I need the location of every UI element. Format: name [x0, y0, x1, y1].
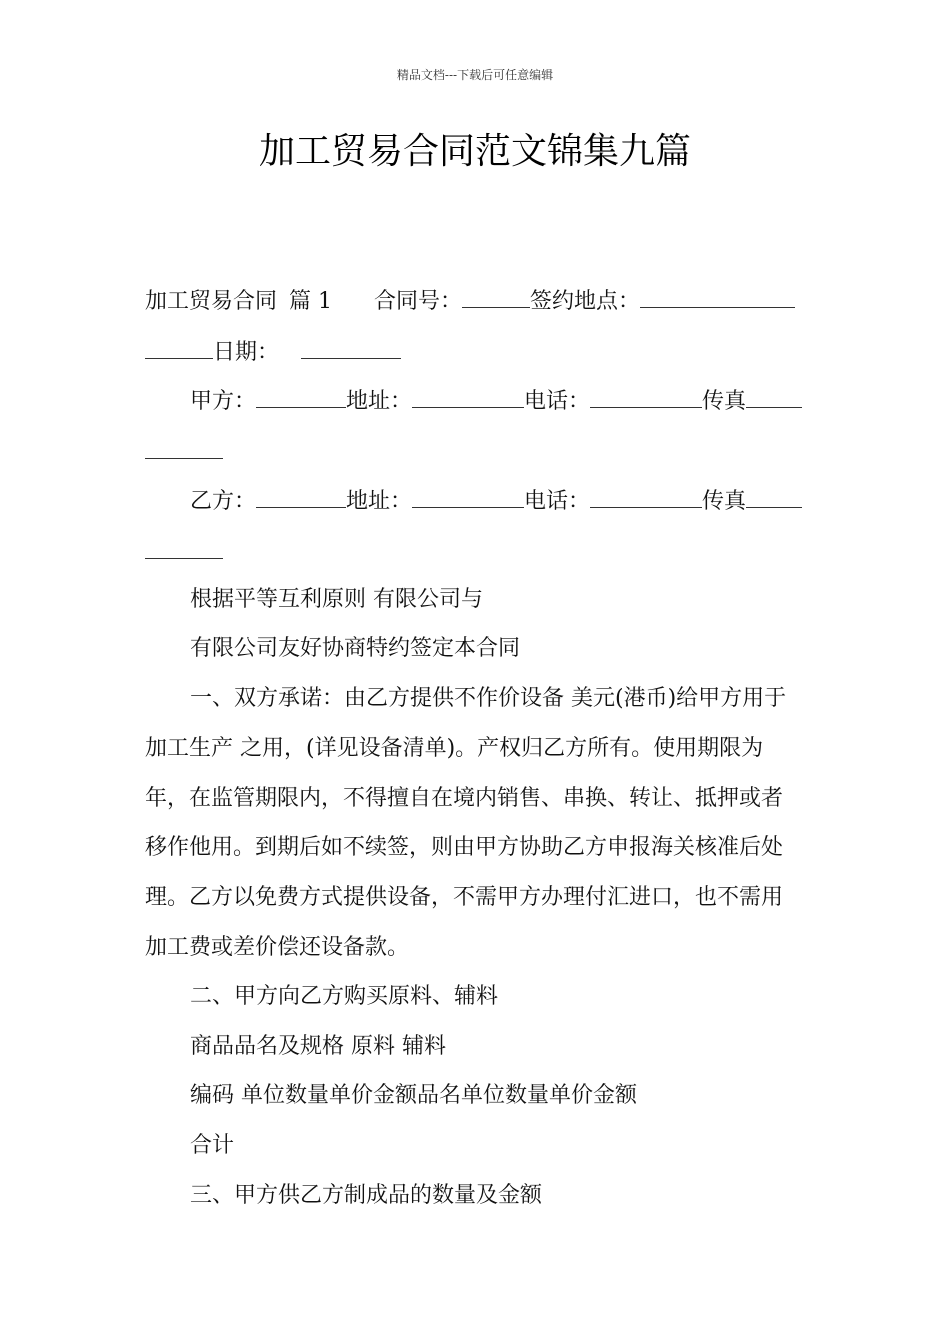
- clause-1-line: 年，在监管期限内，不得擅自在境内销售、串换、转让、抵押或者: [145, 786, 784, 811]
- preamble-line: 有限公司友好协商特约签定本合同: [190, 636, 521, 661]
- party-a-phone-label: 电话：: [524, 389, 591, 414]
- header-note: 精品文档---下载后可任意编辑: [396, 68, 554, 82]
- doc-label: 加工贸易合同: [145, 289, 278, 314]
- contract-header-line: [145, 285, 795, 317]
- party-b-fax-blank-cont: [145, 536, 223, 559]
- contract-no-blank: [462, 285, 530, 308]
- document-title: 加工贸易合同范文锦集九篇: [258, 131, 691, 172]
- contract-no-label: 合同号：: [374, 289, 463, 314]
- date-label: 日期：: [213, 340, 280, 365]
- clause-2-total: 合计: [190, 1133, 235, 1158]
- party-a-name-blank: [256, 385, 346, 408]
- party-b-fax-blank: [746, 485, 802, 508]
- party-a-line: [190, 385, 802, 417]
- clause-3-heading: 三、甲方供乙方制成品的数量及金额: [190, 1183, 543, 1208]
- party-a-phone-blank: [590, 385, 702, 408]
- clause-2-table-header: 商品品名及规格 原料 辅料: [190, 1034, 446, 1059]
- party-a-label: 甲方：: [190, 389, 257, 414]
- clause-2-heading: 二、甲方向乙方购买原料、辅料: [190, 984, 499, 1009]
- party-b-fax-cont-line: [145, 536, 223, 568]
- date-blank: [301, 336, 401, 359]
- party-a-fax-cont-line: [145, 436, 223, 468]
- party-b-fax-label: 传真: [702, 489, 747, 514]
- clause-2-table-columns: 编码 单位数量单价金额品名单位数量单价金额: [190, 1083, 637, 1108]
- clause-1-line: 加工生产 之用，(详见设备清单)。产权归乙方所有。使用期限为: [145, 736, 764, 761]
- party-b-line: [190, 485, 802, 517]
- sign-place-label: 签约地点：: [530, 289, 641, 314]
- party-b-phone-label: 电话：: [524, 489, 591, 514]
- party-a-fax-label: 传真: [702, 389, 747, 414]
- party-a-fax-blank: [746, 385, 802, 408]
- party-b-address-label: 地址：: [346, 489, 413, 514]
- party-a-fax-blank-cont: [145, 436, 223, 459]
- clause-1-line: 一、双方承诺：由乙方提供不作价设备 美元(港币)给甲方用于: [190, 686, 787, 711]
- party-b-label: 乙方：: [190, 489, 257, 514]
- party-a-address-blank: [412, 385, 524, 408]
- clause-1-line: 移作他用。到期后如不续签，则由甲方协助乙方申报海关核准后处: [145, 835, 784, 860]
- party-b-address-blank: [412, 485, 524, 508]
- date-line: [145, 336, 401, 368]
- sign-place-blank: [640, 285, 795, 308]
- section-label: 篇 1: [289, 289, 333, 314]
- party-a-address-label: 地址：: [346, 389, 413, 414]
- sign-place-blank-cont: [145, 336, 213, 359]
- preamble-line: 根据平等互利原则 有限公司与: [190, 587, 483, 612]
- party-b-name-blank: [256, 485, 346, 508]
- clause-1-line: 加工费或差价偿还设备款。: [145, 935, 410, 960]
- party-b-phone-blank: [590, 485, 702, 508]
- clause-1-line: 理。乙方以免费方式提供设备，不需甲方办理付汇进口，也不需用: [145, 885, 784, 910]
